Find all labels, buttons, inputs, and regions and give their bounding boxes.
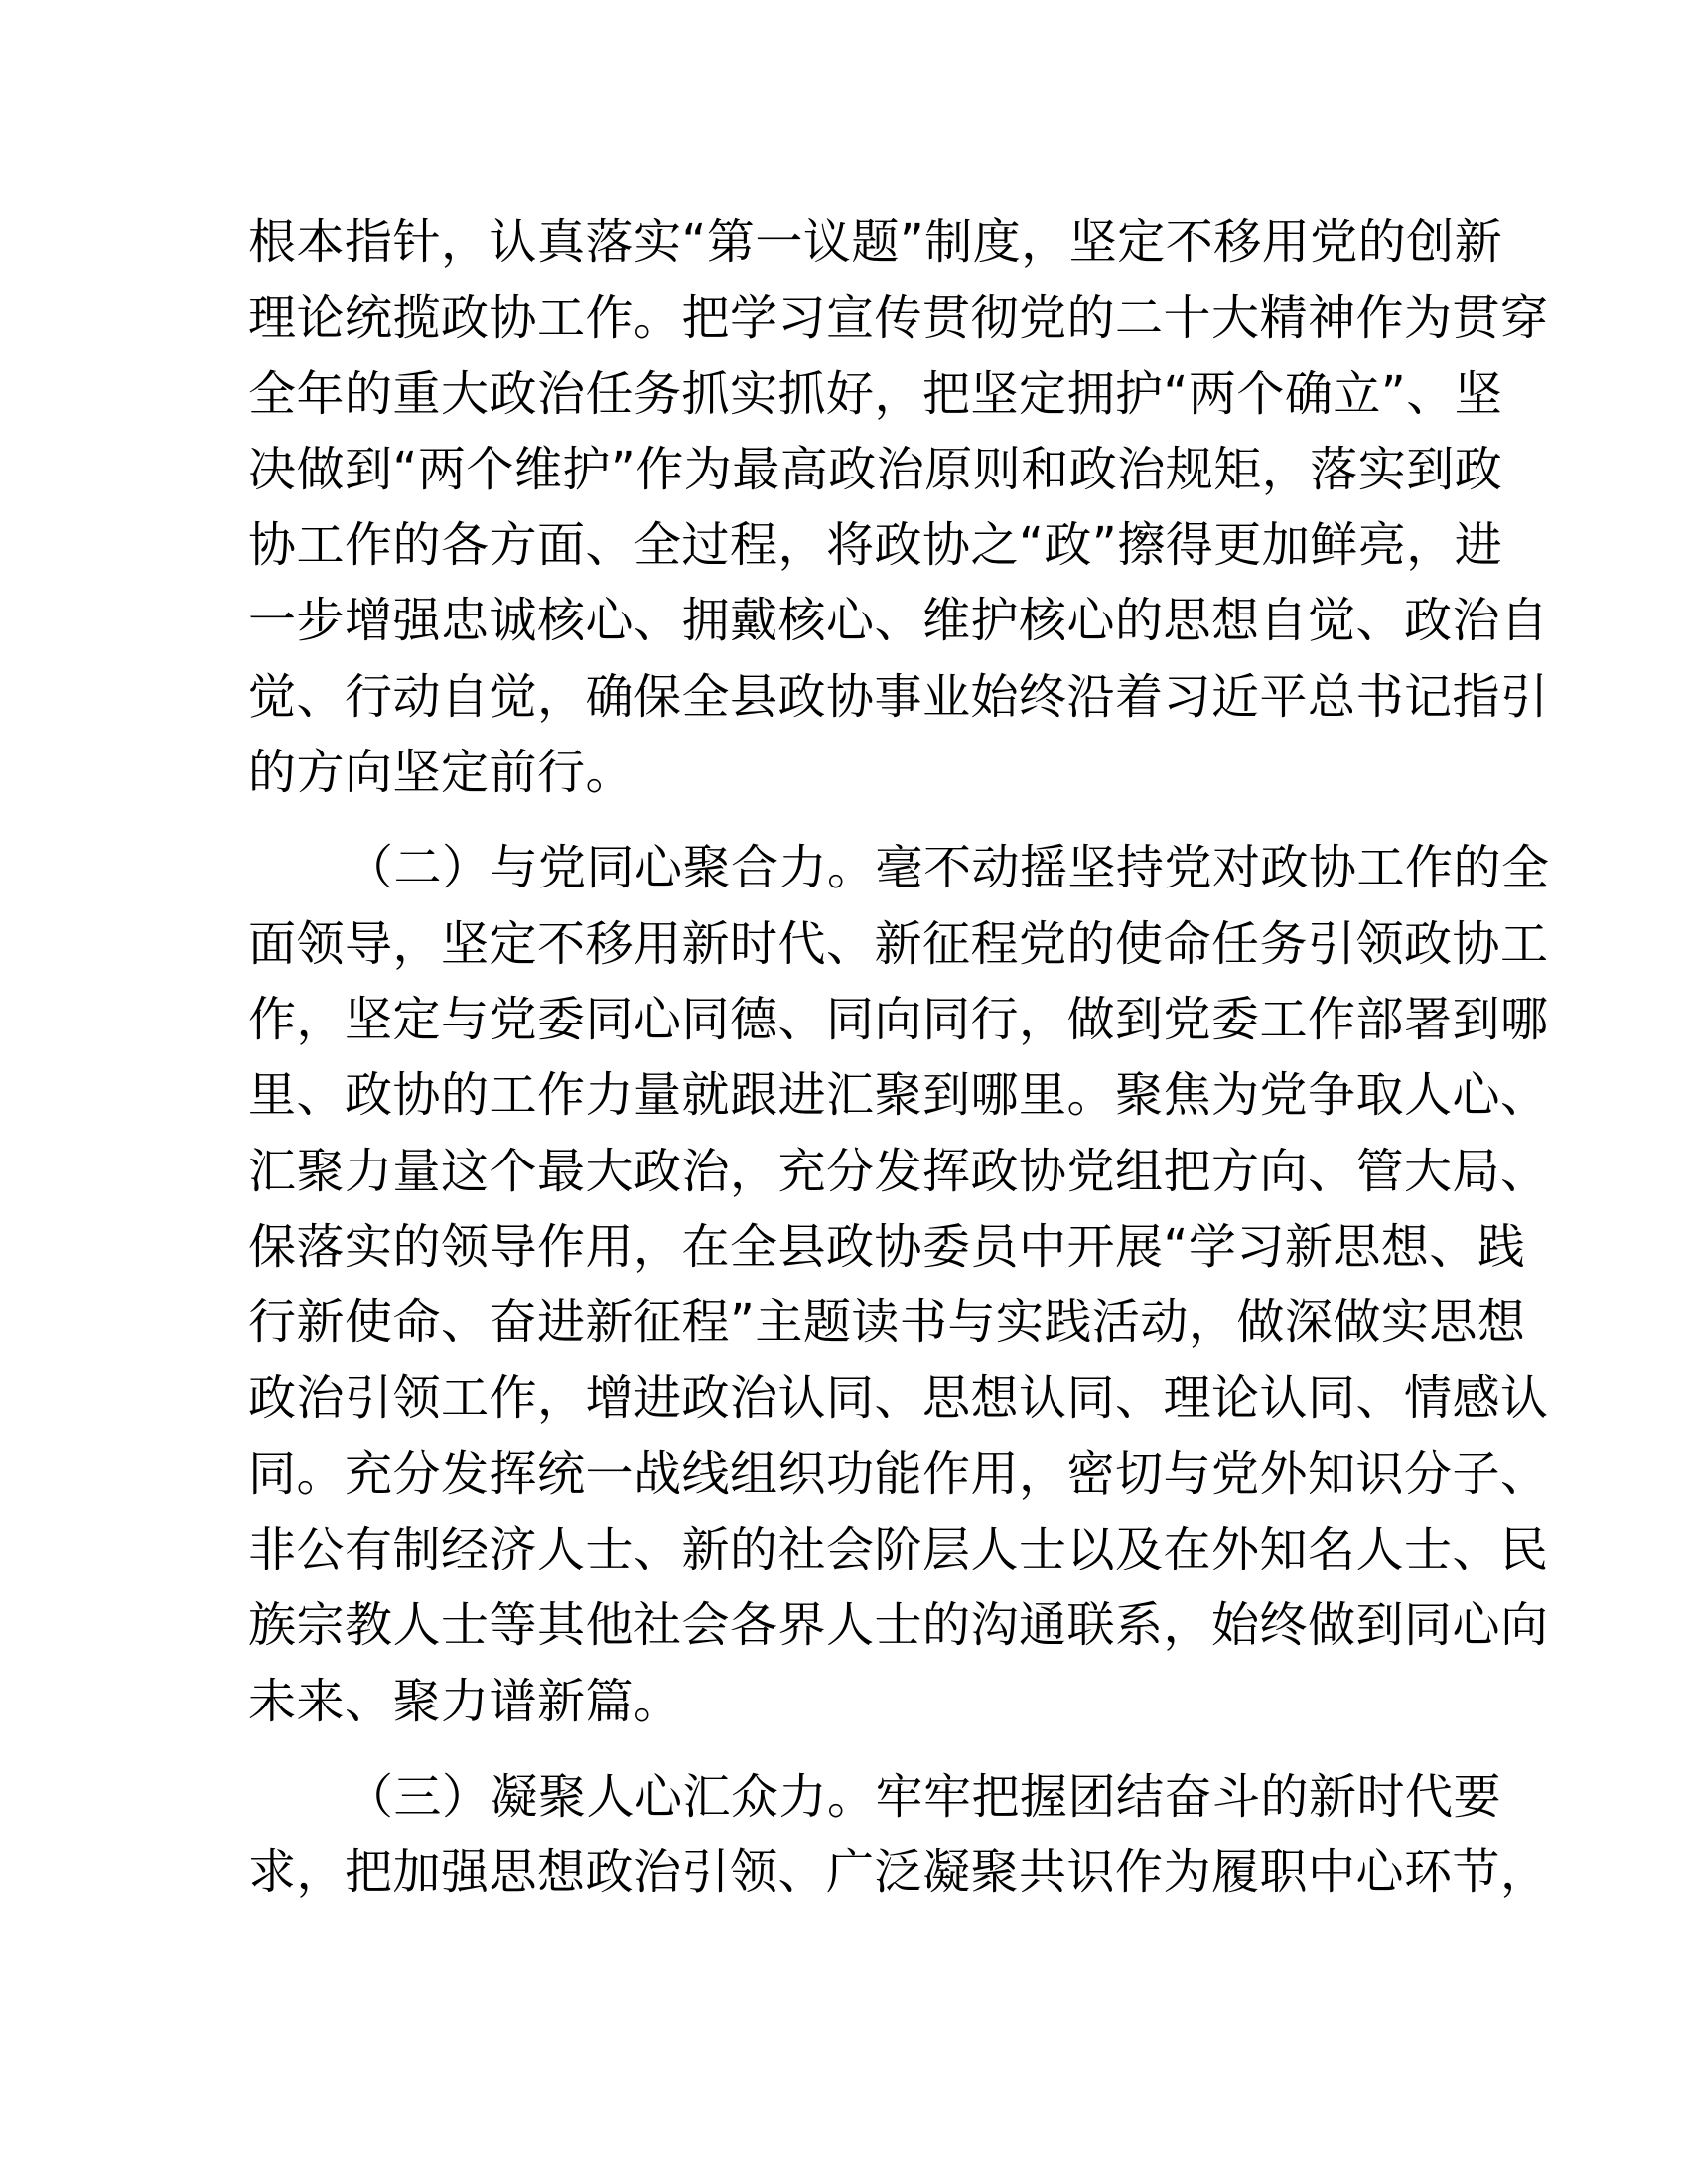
document-body [248,205,1550,1911]
text-line: 决做到“两个维护”作为最高政治原则和政治规矩，落实到政 [248,441,1503,497]
text-line: （二）与党同心聚合力。毫不动摇坚持党对政协工作的全 [346,840,1550,896]
text-line: 理论统揽政协工作。把学习宣传贯彻党的二十大精神作为贯穿 [248,290,1549,346]
text-line: 同。充分发挥统一战线组织功能作用，密切与党外知识分子、 [248,1445,1549,1502]
text-line: 政治引领工作，增进政治认同、思想认同、理论认同、情感认 [248,1370,1549,1427]
text-line: 族宗教人士等其他社会各界人士的沟通联系，始终做到同心向 [248,1597,1549,1654]
text-line: 面领导，坚定不移用新时代、新征程党的使命任务引领政协工 [248,915,1549,972]
paragraph-1 [248,205,1549,810]
text-line: 觉、行动自觉，确保全县政协事业始终沿着习近平总书记指引 [248,668,1549,725]
text-line: 一步增强忠诚核心、拥戴核心、维护核心的思想自觉、政治自 [248,593,1549,649]
text-line: 汇聚力量这个最大政治，充分发挥政协党组把方向、管大局、 [248,1143,1549,1199]
text-line: 里、政协的工作力量就跟进汇聚到哪里。聚焦为党争取人心、 [248,1067,1549,1124]
paragraph-3 [248,1759,1549,1911]
paragraph-spacer [248,1739,1440,1759]
paragraph-spacer [248,810,1440,830]
text-line: 的方向坚定前行。 [248,745,634,801]
text-line: 全年的重大政治任务抓实抓好，把坚定拥护“两个确立”、坚 [248,365,1503,422]
text-line: 求，把加强思想政治引领、广泛凝聚共识作为履职中心环节， [248,1844,1549,1901]
text-line: 根本指针，认真落实“第一议题”制度，坚定不移用党的创新 [248,214,1503,270]
text-line: 协工作的各方面、全过程，将政协之“政”擦得更加鲜亮，进 [248,517,1503,574]
text-line: 保落实的领导作用，在全县政协委员中开展“学习新思想、践 [248,1218,1526,1275]
text-line: （三）凝聚人心汇众力。牢牢把握团结奋斗的新时代要 [346,1768,1502,1825]
text-line: 非公有制经济人士、新的社会阶层人士以及在外知名人士、民 [248,1522,1549,1578]
text-line: 行新使命、奋进新征程”主题读书与实践活动，做深做实思想 [248,1295,1526,1351]
text-line: 未来、聚力谱新篇。 [248,1673,682,1729]
paragraph-2 [248,830,1550,1739]
text-line: 作，坚定与党委同心同德、同向同行，做到党委工作部署到哪 [248,991,1549,1047]
